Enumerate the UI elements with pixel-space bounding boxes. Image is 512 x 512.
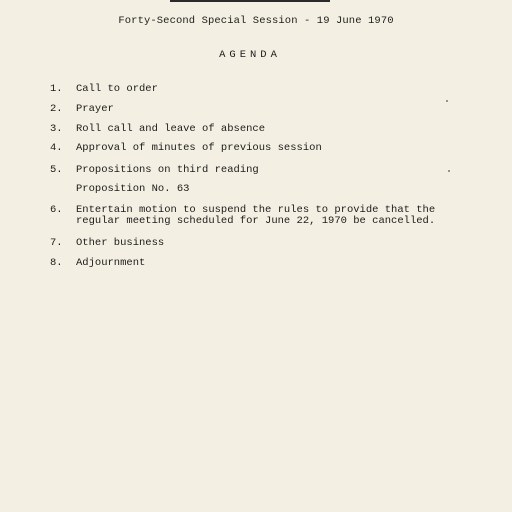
item-text: Roll call and leave of absence: [76, 123, 266, 135]
paper-speck: [448, 170, 450, 172]
item-number: 7.: [50, 237, 63, 249]
agenda-item-5: [0, 164, 512, 178]
item-text-continued: regular meeting scheduled for June 22, 1970 be cancelled.: [76, 215, 436, 227]
item-text: Propositions on third reading: [76, 164, 259, 176]
item-number: 8.: [50, 257, 63, 269]
proposition-number: Proposition No. 63: [76, 183, 190, 195]
item-text: Entertain motion to suspend the rules to provide that the: [76, 204, 436, 216]
item-text: Call to order: [76, 83, 158, 95]
item-text: Approval of minutes of previous session: [76, 142, 322, 154]
item-text: Other business: [76, 237, 165, 249]
agenda-item-7: [0, 237, 512, 251]
item-number: 6.: [50, 204, 63, 216]
item-number: 4.: [50, 142, 63, 154]
item-text: Adjournment: [76, 257, 146, 269]
agenda-item-3: [0, 123, 512, 137]
agenda-heading: AGENDA: [219, 49, 281, 61]
item-text: Prayer: [76, 103, 114, 115]
agenda-item-4: [0, 142, 512, 156]
item-number: 2.: [50, 103, 63, 115]
agenda-item-6: [0, 204, 512, 230]
session-title: Forty-Second Special Session - 19 June 1970: [118, 15, 394, 27]
agenda-item-1: [0, 83, 512, 97]
top-rule: [170, 0, 330, 2]
item-number: 3.: [50, 123, 63, 135]
agenda-item-2: [0, 103, 512, 117]
agenda-item-5-subitem: [0, 183, 512, 197]
paper-speck: [446, 100, 448, 102]
item-number: 1.: [50, 83, 63, 95]
item-number: 5.: [50, 164, 63, 176]
agenda-item-8: [0, 257, 512, 271]
